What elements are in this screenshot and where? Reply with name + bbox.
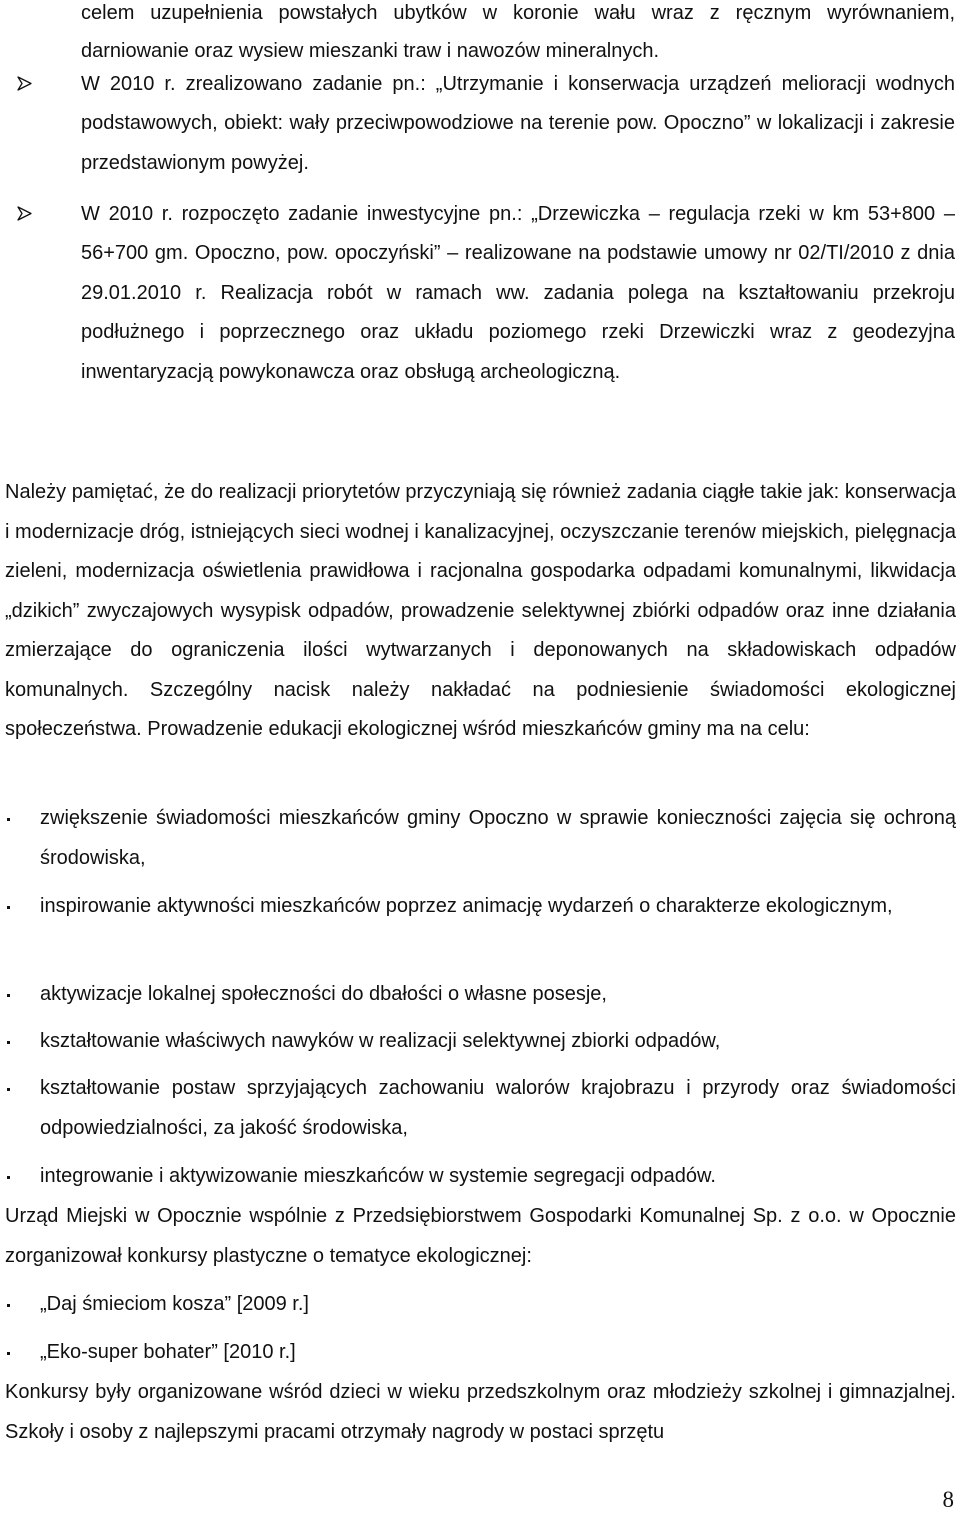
contest-list-item [40,1285,956,1325]
goal-list-item-text: integrowanie i aktywizowanie mieszkańców w systemie segregacji odpadów. [40,1165,716,1187]
small-square-bullet-icon [7,799,13,838]
contest-list-item [40,1333,956,1373]
arrow-list-item-text: W 2010 r. rozpoczęto zadanie inwestycyjne pn.: „Drzewiczka – regulacja rzeki w km 53+800 – 56+700 gm. Opoczno, pow. opoczyński” – realizowane na podstawie umowy nr 02/TI/2010 z dnia 29.01.2010 r. Realizacja robót w ramach ww. zadania polega na kształtowaniu przekroju podłużnego i poprzecznego oraz układu poziomego rzeki Drzewiczki wraz z geodezyjna inwentaryzacją powykonawcza oraz obsługą archeologiczną. [81,203,955,383]
goal-list-item-text: zwiększenie świadomości mieszkańców gminy Opoczno w sprawie konieczności zajęcia się ochroną środowiska, [40,807,956,869]
arrowhead-bullet-icon [17,65,37,104]
paragraph: Należy pamiętać, że do realizacji priorytetów przyczyniają się również zadania ciągłe takie jak: konserwacja i modernizacje dróg, istniejących sieci wodnej i kanalizacyjnej, oczyszczanie terenów miejskich, pielęgnacja zieleni, modernizacja oświetlenia prawidłowa i racjonalna gospodarka odpadami komunalnymi, likwidacja „dzikich” zwyczajowych wysypisk odpadów, prowadzenie selektywnej zbiórki odpadów oraz inne działania zmierzające do ograniczenia ilości wytwarzanych i deponowanych na składowiskach odpadów komunalnych. Szczególny nacisk należy nakładać na podniesienie świadomości ekologicznej społeczeństwa. Prowadzenie edukacji ekologicznej wśród mieszkańców gminy ma na celu: [5,481,956,740]
arrowhead-bullet-icon [17,195,37,234]
goal-list-item [40,975,956,1015]
small-square-bullet-icon [7,975,13,1014]
small-square-bullet-icon [7,1333,13,1372]
goal-list-item [40,799,956,878]
goal-list-item-text: kształtowanie postaw sprzyjających zachowaniu walorów krajobrazu i przyrody oraz świadomości odpowiedzialności, za jakość środowiska, [40,1077,956,1139]
paragraph: Konkursy były organizowane wśród dzieci w wieku przedszkolnym oraz młodzieży szkolnej i gimnazjalnej. Szkoły i osoby z najlepszymi pracami otrzymały nagrody w postaci sprzętu [5,1381,956,1443]
goal-list-item [40,1157,956,1197]
contest-list-item-text: „Eko-super bohater” [2010 r.] [40,1341,296,1363]
arrow-list-item [81,65,955,183]
goal-list-item [40,1069,956,1148]
arrow-list-item [81,195,955,392]
small-square-bullet-icon [7,887,13,926]
goal-list-item-text: kształtowanie właściwych nawyków w realizacji selektywnej zbiorki odpadów, [40,1030,721,1052]
page-number: 8 [942,1487,954,1512]
goal-list-item-text: aktywizacje lokalnej społeczności do dbałości o własne posesje, [40,983,607,1005]
small-square-bullet-icon [7,1069,13,1108]
arrow-list-item-text: W 2010 r. zrealizowano zadanie pn.: „Utrzymanie i konserwacja urządzeń melioracji wodnych podstawowych, obiekt: wały przeciwpowodziowe na terenie pow. Opoczno” w lokalizacji i zakresie przedstawionym powyżej. [81,73,955,174]
small-square-bullet-icon [7,1157,13,1196]
goal-list-item [40,887,956,927]
small-square-bullet-icon [7,1022,13,1061]
continuation-text: celem uzupełnienia powstałych ubytków w koronie wału wraz z ręcznym wyrównaniem, darniowanie oraz wysiew mieszanki traw i nawozów mineralnych. [81,2,955,62]
goal-list-item [40,1022,956,1062]
contest-list-item-text: „Daj śmieciom kosza” [2009 r.] [40,1293,309,1315]
paragraph: Urząd Miejski w Opocznie wspólnie z Przedsiębiorstwem Gospodarki Komunalnej Sp. z o.o. w Opocznie zorganizował konkursy plastyczne o tematyce ekologicznej: [5,1205,956,1267]
goal-list-item-text: inspirowanie aktywności mieszkańców poprzez animację wydarzeń o charakterze ekologicznym, [40,895,893,917]
small-square-bullet-icon [7,1285,13,1324]
